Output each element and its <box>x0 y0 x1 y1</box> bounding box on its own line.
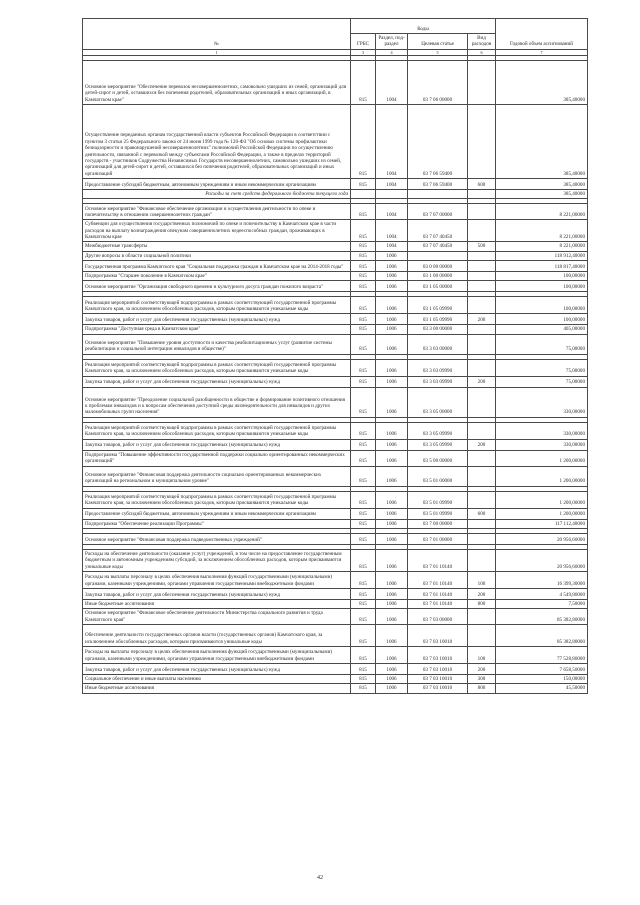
row-name: Основное мероприятие "Повышение уровня доступности и качества реабилитационных услуг (развитие системы реабилитации и социальной интеграции инвалидов в обществе)" <box>83 334 351 354</box>
row-name: Закупка товаров, работ и услуг для обеспечения государственных (муниципальных) нужд <box>83 589 351 600</box>
table-row <box>83 422 588 439</box>
row-name: Расходы на выплаты персоналу в целях обеспечения выполнения функций государственными (муниципальными) органами, казенными учреждениями, органами управления государственными внебюджетными фондами <box>83 572 351 589</box>
row-name: Предоставление субсидий бюджетным, автономным учреждениям и иным некоммерческим организациям <box>83 178 351 189</box>
row-grbs: 815 <box>351 589 376 600</box>
row-name: Подпрограмма "Доступная среда в Камчатском крае" <box>83 325 351 334</box>
table-row <box>83 572 588 589</box>
row-name: Государственная программа Камчатского края "Социальная поддержка граждан в Камчатском крае на 2014-2018 годы" <box>83 261 351 272</box>
row-exp-type <box>468 387 496 417</box>
row-exp-type <box>468 325 496 334</box>
row-amount: 405,00000 <box>496 325 588 334</box>
row-amount: 330,00000 <box>496 439 588 450</box>
row-section: 1006 <box>376 422 408 439</box>
row-grbs: 815 <box>351 261 376 272</box>
table-row <box>83 60 588 104</box>
row-target: 03 7 01 10140 <box>408 589 468 600</box>
row-grbs: 815 <box>351 204 376 220</box>
row-name: Основное мероприятие "Финансовое обеспечение организации и осуществления деятельности по опеке и попечительству в отношении совершеннолетних граждан" <box>83 204 351 220</box>
row-section: 1006 <box>376 387 408 417</box>
row-exp-type <box>468 189 496 198</box>
row-exp-type: 800 <box>468 684 496 693</box>
row-target: 03 7 01 00000 <box>408 533 468 544</box>
row-target <box>408 251 468 260</box>
row-section: 1006 <box>376 359 408 376</box>
row-name: Расходы за счет средств федерального бюджета текущего года <box>83 189 351 198</box>
row-amount: 16 399,30000 <box>496 572 588 589</box>
table-row <box>83 533 588 544</box>
row-name: Субвенции для осуществления государственных полномочий по опеке и попечительству в Камчатском крае в части расходов на выплату вознаграждения опекунам совершеннолетних недееспособных граждан, проживающих в Камчатском крае <box>83 220 351 242</box>
row-exp-type <box>468 625 496 647</box>
row-amount: 100,00000 <box>496 314 588 325</box>
page-number: 42 <box>317 875 323 881</box>
row-amount: 150,00000 <box>496 675 588 684</box>
row-exp-type <box>468 104 496 178</box>
row-target: 03 7 06 00000 <box>408 60 468 104</box>
header-section: Раздел, под-раздел <box>376 34 408 50</box>
table-row <box>83 450 588 466</box>
row-exp-type <box>468 466 496 486</box>
row-section: 1006 <box>376 508 408 519</box>
row-name: Закупка товаров, работ и услуг для обеспечения государственных (муниципальных) нужд <box>83 439 351 450</box>
row-exp-type: 800 <box>468 600 496 609</box>
row-exp-type <box>468 609 496 625</box>
row-name: Подпрограмма "Обеспечение реализации Программы" <box>83 519 351 528</box>
row-grbs: 815 <box>351 220 376 242</box>
row-grbs: 815 <box>351 508 376 519</box>
table-row <box>83 272 588 281</box>
row-amount: 85 382,80000 <box>496 609 588 625</box>
table-row <box>83 684 588 693</box>
row-name: Закупка товаров, работ и услуг для обеспечения государственных (муниципальных) нужд <box>83 314 351 325</box>
row-target: 03 7 01 10140 <box>408 572 468 589</box>
row-exp-type <box>468 450 496 466</box>
row-target: 03 3 05 09990 <box>408 439 468 450</box>
row-section: 1004 <box>376 60 408 104</box>
row-section <box>376 189 408 198</box>
row-section: 1006 <box>376 609 408 625</box>
row-target: 03 7 03 10010 <box>408 664 468 675</box>
table-header <box>83 19 588 56</box>
row-exp-type <box>468 359 496 376</box>
row-exp-type: 600 <box>468 508 496 519</box>
header-num: № <box>83 19 351 50</box>
row-exp-type <box>468 220 496 242</box>
row-amount: 7 658,50000 <box>496 664 588 675</box>
row-section: 1004 <box>376 242 408 251</box>
row-grbs: 815 <box>351 533 376 544</box>
row-target: 03 3 05 00000 <box>408 387 468 417</box>
row-target: 03 3 03 09990 <box>408 359 468 376</box>
row-amount: 100,00000 <box>496 272 588 281</box>
table-body <box>83 55 588 693</box>
row-grbs: 815 <box>351 314 376 325</box>
row-amount: 1 200,00000 <box>496 508 588 519</box>
col-number: 7 <box>496 49 588 55</box>
row-name: Расходы на обеспечение деятельности (оказание услуг) учреждений, в том числе на предоставление государственным бюджетным и автономным учреждениям субсидий, за исключением обособленных расходов, которым присваиваются уникальные коды <box>83 549 351 571</box>
row-grbs: 815 <box>351 439 376 450</box>
row-section: 1004 <box>376 204 408 220</box>
row-exp-type <box>468 204 496 220</box>
row-name: Осуществление переданных органам государственной власти субъектов Российской Федерации в соответствии с пунктом 3 статьи 25 Федерального закона от 24 июня 1999 года № 120-ФЗ "Об основах системы профилактики безнадзорности и правонарушений несовершеннолетних" полномочий Российской Федерации по осуществлению деятельности, связанной с перевозкой между субъектами Российской Федерации, а также в пределах территорий государств - участников Содружества Независимых Государств несовершеннолетних, самовольно ушедших из семей, организаций для детей-сирот и детей, оставшихся без попечения родителей, образовательных организаций и иных организаций <box>83 104 351 178</box>
row-section: 1006 <box>376 533 408 544</box>
row-section: 1006 <box>376 376 408 387</box>
row-target: 03 7 03 10010 <box>408 647 468 664</box>
row-section: 1006 <box>376 261 408 272</box>
row-exp-type: 200 <box>468 589 496 600</box>
row-section: 1006 <box>376 297 408 314</box>
row-amount: 385,40000 <box>496 189 588 198</box>
row-amount: 385,40000 <box>496 104 588 178</box>
table-row <box>83 251 588 260</box>
row-name: Подпрограмма "Повышение эффективности государственной поддержки социально ориентированных некоммерческих организаций" <box>83 450 351 466</box>
row-exp-type: 200 <box>468 314 496 325</box>
row-exp-type: 200 <box>468 439 496 450</box>
table-row <box>83 609 588 625</box>
row-section: 1006 <box>376 625 408 647</box>
row-section: 1006 <box>376 281 408 292</box>
table-row <box>83 178 588 189</box>
row-amount: 118 912,40000 <box>496 251 588 260</box>
header-grbs: ГРБС <box>351 34 376 50</box>
row-target: 03 5 01 09990 <box>408 508 468 519</box>
row-grbs: 815 <box>351 450 376 466</box>
row-section: 1006 <box>376 314 408 325</box>
table-row <box>83 104 588 178</box>
row-amount: 75,00000 <box>496 376 588 387</box>
row-target: 03 7 03 10010 <box>408 625 468 647</box>
row-name: Основное мероприятие "Преодоление социальной разобщенности в обществе и формирование позитивного отношения к проблемам инвалидов и к вопросам обеспечения доступной среды жизнедеятельности для инвалидов и других маломобильных групп населения" <box>83 387 351 417</box>
table-row <box>83 439 588 450</box>
row-grbs: 815 <box>351 178 376 189</box>
row-section: 1006 <box>376 466 408 486</box>
row-section: 1006 <box>376 450 408 466</box>
table-row <box>83 204 588 220</box>
row-target: 03 1 00 00000 <box>408 272 468 281</box>
row-section: 1004 <box>376 104 408 178</box>
row-section: 1006 <box>376 589 408 600</box>
header-annual: Годовой объем ассигнований <box>496 19 588 50</box>
row-grbs: 815 <box>351 297 376 314</box>
row-amount: 8 221,00000 <box>496 242 588 251</box>
row-grbs: 815 <box>351 549 376 571</box>
row-exp-type: 500 <box>468 242 496 251</box>
row-section: 1006 <box>376 491 408 508</box>
row-exp-type: 100 <box>468 647 496 664</box>
table-row <box>83 491 588 508</box>
col-number: 5 <box>408 49 468 55</box>
row-name: Реализация мероприятий соответствующей подпрограммы в рамках соответствующей государственной программы Камчатского края, за исключением обособленных расходов, которым присваиваются уникальные коды <box>83 297 351 314</box>
row-amount: 330,00000 <box>496 422 588 439</box>
col-number: 3 <box>351 49 376 55</box>
row-grbs: 815 <box>351 664 376 675</box>
row-name: Основное мероприятие "Финансовая поддержка деятельности социально ориентированных некоммерческих организаций на региональном и муниципальном уровне" <box>83 466 351 486</box>
row-name: Реализация мероприятий соответствующей подпрограммы в рамках соответствующей государственной программы Камчатского края, за исключением обособленных расходов, которым присваиваются уникальные коды <box>83 359 351 376</box>
table-row <box>83 600 588 609</box>
row-target: 03 5 01 00000 <box>408 466 468 486</box>
row-amount: 385,40000 <box>496 60 588 104</box>
row-amount: 85 382,80000 <box>496 625 588 647</box>
row-name: Реализация мероприятий соответствующей подпрограммы в рамках соответствующей государственной программы Камчатского края, за исключением обособленных расходов, которым присваиваются уникальные коды <box>83 422 351 439</box>
row-exp-type <box>468 297 496 314</box>
row-target: 03 1 05 09990 <box>408 314 468 325</box>
row-target: 03 3 05 09990 <box>408 422 468 439</box>
table-row <box>83 314 588 325</box>
row-target: 03 1 05 09990 <box>408 297 468 314</box>
row-target: 03 0 00 00000 <box>408 261 468 272</box>
row-grbs: 815 <box>351 281 376 292</box>
table-row <box>83 297 588 314</box>
row-exp-type <box>468 334 496 354</box>
table-row <box>83 508 588 519</box>
row-name: Другие вопросы в области социальной политики <box>83 251 351 260</box>
row-grbs: 815 <box>351 572 376 589</box>
row-amount: 385,40000 <box>496 178 588 189</box>
row-exp-type <box>468 491 496 508</box>
table-row <box>83 387 588 417</box>
row-grbs: 815 <box>351 387 376 417</box>
row-exp-type <box>468 422 496 439</box>
table-row <box>83 664 588 675</box>
row-section: 1006 <box>376 647 408 664</box>
row-amount: 1 200,00000 <box>496 491 588 508</box>
row-name: Иные бюджетные ассигнования <box>83 600 351 609</box>
row-target: 03 7 06 59400 <box>408 178 468 189</box>
row-name: Реализация мероприятий соответствующей подпрограммы в рамках соответствующей государственной программы Камчатского края, за исключением обособленных расходов, которым присваиваются уникальные коды <box>83 491 351 508</box>
row-amount: 117 112,40000 <box>496 519 588 528</box>
row-amount: 75,00000 <box>496 359 588 376</box>
row-name: Иные бюджетные ассигнования <box>83 684 351 693</box>
row-section: 1006 <box>376 439 408 450</box>
row-exp-type: 600 <box>468 178 496 189</box>
table-row <box>83 281 588 292</box>
row-grbs: 815 <box>351 334 376 354</box>
table-row <box>83 242 588 251</box>
row-name: Закупка товаров, работ и услуг для обеспечения государственных (муниципальных) нужд <box>83 376 351 387</box>
row-amount: 20 956,60000 <box>496 549 588 571</box>
table-row <box>83 549 588 571</box>
row-section: 1006 <box>376 334 408 354</box>
row-exp-type: 100 <box>468 572 496 589</box>
row-grbs: 815 <box>351 422 376 439</box>
row-section: 1006 <box>376 664 408 675</box>
row-grbs: 815 <box>351 600 376 609</box>
row-section: 1006 <box>376 251 408 260</box>
row-grbs: 815 <box>351 242 376 251</box>
row-name: Закупка товаров, работ и услуг для обеспечения государственных (муниципальных) нужд <box>83 664 351 675</box>
row-target: 03 7 06 59400 <box>408 104 468 178</box>
row-section: 1006 <box>376 272 408 281</box>
row-exp-type <box>468 251 496 260</box>
row-target: 03 5 01 09990 <box>408 491 468 508</box>
row-name: Межбюджетные трансферты <box>83 242 351 251</box>
table-row <box>83 647 588 664</box>
row-section: 1006 <box>376 600 408 609</box>
row-exp-type <box>468 519 496 528</box>
row-exp-type <box>468 533 496 544</box>
table-row <box>83 589 588 600</box>
row-name: Основное мероприятие "Финансовое обеспечение деятельности Министерства социального развития и труда Камчатского края" <box>83 609 351 625</box>
row-grbs: 815 <box>351 675 376 684</box>
row-name: Подпрограмма "Старшее поколение в Камчатском крае" <box>83 272 351 281</box>
table-row <box>83 261 588 272</box>
row-name: Социальное обеспечение и иные выплаты населению <box>83 675 351 684</box>
col-number: 4 <box>376 49 408 55</box>
row-exp-type <box>468 261 496 272</box>
table-row <box>83 625 588 647</box>
row-section: 1006 <box>376 684 408 693</box>
row-target: 03 7 01 10140 <box>408 549 468 571</box>
row-grbs: 815 <box>351 272 376 281</box>
row-target: 03 7 07 00000 <box>408 204 468 220</box>
row-grbs <box>351 189 376 198</box>
row-amount: 20 956,60000 <box>496 533 588 544</box>
row-grbs: 815 <box>351 104 376 178</box>
row-exp-type <box>468 549 496 571</box>
row-target <box>408 189 468 198</box>
row-grbs: 815 <box>351 491 376 508</box>
table-row <box>83 359 588 376</box>
row-name: Основное мероприятие "Обеспечение перевозок несовершеннолетних, самовольно ушедших из семей, организаций для детей-сирот и детей, оставшихся без попечения родителей, образовательных организаций и иных организаций, в Камчатском крае" <box>83 60 351 104</box>
row-section: 1006 <box>376 572 408 589</box>
row-name: Основное мероприятие "Организация свободного времени и культурного досуга граждан пожилого возраста" <box>83 281 351 292</box>
row-target: 03 3 03 00000 <box>408 334 468 354</box>
row-target: 03 7 03 00000 <box>408 609 468 625</box>
row-grbs: 815 <box>351 359 376 376</box>
row-target: 03 7 07 40450 <box>408 242 468 251</box>
row-grbs: 815 <box>351 376 376 387</box>
row-amount: 100,00000 <box>496 281 588 292</box>
budget-table <box>82 18 588 694</box>
row-exp-type <box>468 281 496 292</box>
row-name: Обеспечение деятельности государственных органов власти (государственных органов) Камчатского края, за исключением обособленных расходов, которым присваиваются уникальные коды <box>83 625 351 647</box>
row-amount: 77 528,80000 <box>496 647 588 664</box>
row-grbs: 815 <box>351 325 376 334</box>
row-grbs: 815 <box>351 609 376 625</box>
table-row <box>83 334 588 354</box>
row-amount: 1 200,00000 <box>496 450 588 466</box>
row-name: Основное мероприятие "Финансовая поддержка подведомственных учреждений" <box>83 533 351 544</box>
row-amount: 100,00000 <box>496 297 588 314</box>
row-target: 03 7 03 10010 <box>408 684 468 693</box>
row-exp-type <box>468 60 496 104</box>
row-grbs: 815 <box>351 625 376 647</box>
row-grbs: 815 <box>351 251 376 260</box>
table-row <box>83 220 588 242</box>
row-exp-type: 300 <box>468 675 496 684</box>
row-exp-type <box>468 272 496 281</box>
row-grbs: 815 <box>351 684 376 693</box>
row-exp-type: 200 <box>468 664 496 675</box>
row-name: Предоставление субсидий бюджетным, автономным учреждениям и иным некоммерческим организациям <box>83 508 351 519</box>
row-name: Расходы на выплаты персоналу в целях обеспечения выполнения функций государственными (муниципальными) органами, казенными учреждениями, органами управления государственными внебюджетными фондами <box>83 647 351 664</box>
row-amount: 8 221,00000 <box>496 204 588 220</box>
row-grbs: 815 <box>351 60 376 104</box>
table-row <box>83 189 588 198</box>
row-grbs: 815 <box>351 647 376 664</box>
row-amount: 1 200,00000 <box>496 466 588 486</box>
row-amount: 4 549,80000 <box>496 589 588 600</box>
row-amount: 118 817,40000 <box>496 261 588 272</box>
row-target: 03 5 00 00000 <box>408 450 468 466</box>
row-amount: 330,00000 <box>496 387 588 417</box>
row-amount: 75,00000 <box>496 334 588 354</box>
row-target: 03 3 00 00000 <box>408 325 468 334</box>
row-grbs: 815 <box>351 519 376 528</box>
row-target: 03 7 00 00000 <box>408 519 468 528</box>
row-section: 1004 <box>376 178 408 189</box>
row-section: 1004 <box>376 220 408 242</box>
row-target: 03 1 05 00000 <box>408 281 468 292</box>
table-row <box>83 675 588 684</box>
col-number: 1 <box>83 49 351 55</box>
row-target: 03 7 01 10140 <box>408 600 468 609</box>
header-target: Целевая статья <box>408 34 468 50</box>
row-section: 1006 <box>376 325 408 334</box>
header-codes: Коды <box>351 19 496 34</box>
table-row <box>83 325 588 334</box>
col-number: 6 <box>468 49 496 55</box>
table-row <box>83 376 588 387</box>
row-target: 03 7 03 10010 <box>408 675 468 684</box>
row-section: 1006 <box>376 675 408 684</box>
row-amount: 8 221,00000 <box>496 220 588 242</box>
row-amount: 7,50000 <box>496 600 588 609</box>
header-exp-type: Вид расходов <box>468 34 496 50</box>
row-amount: 45,50000 <box>496 684 588 693</box>
row-section: 1006 <box>376 519 408 528</box>
row-target: 03 7 07 40450 <box>408 220 468 242</box>
table-row <box>83 466 588 486</box>
row-target: 03 3 03 09990 <box>408 376 468 387</box>
table-row <box>83 519 588 528</box>
row-section: 1006 <box>376 549 408 571</box>
row-exp-type: 200 <box>468 376 496 387</box>
row-grbs: 815 <box>351 466 376 486</box>
